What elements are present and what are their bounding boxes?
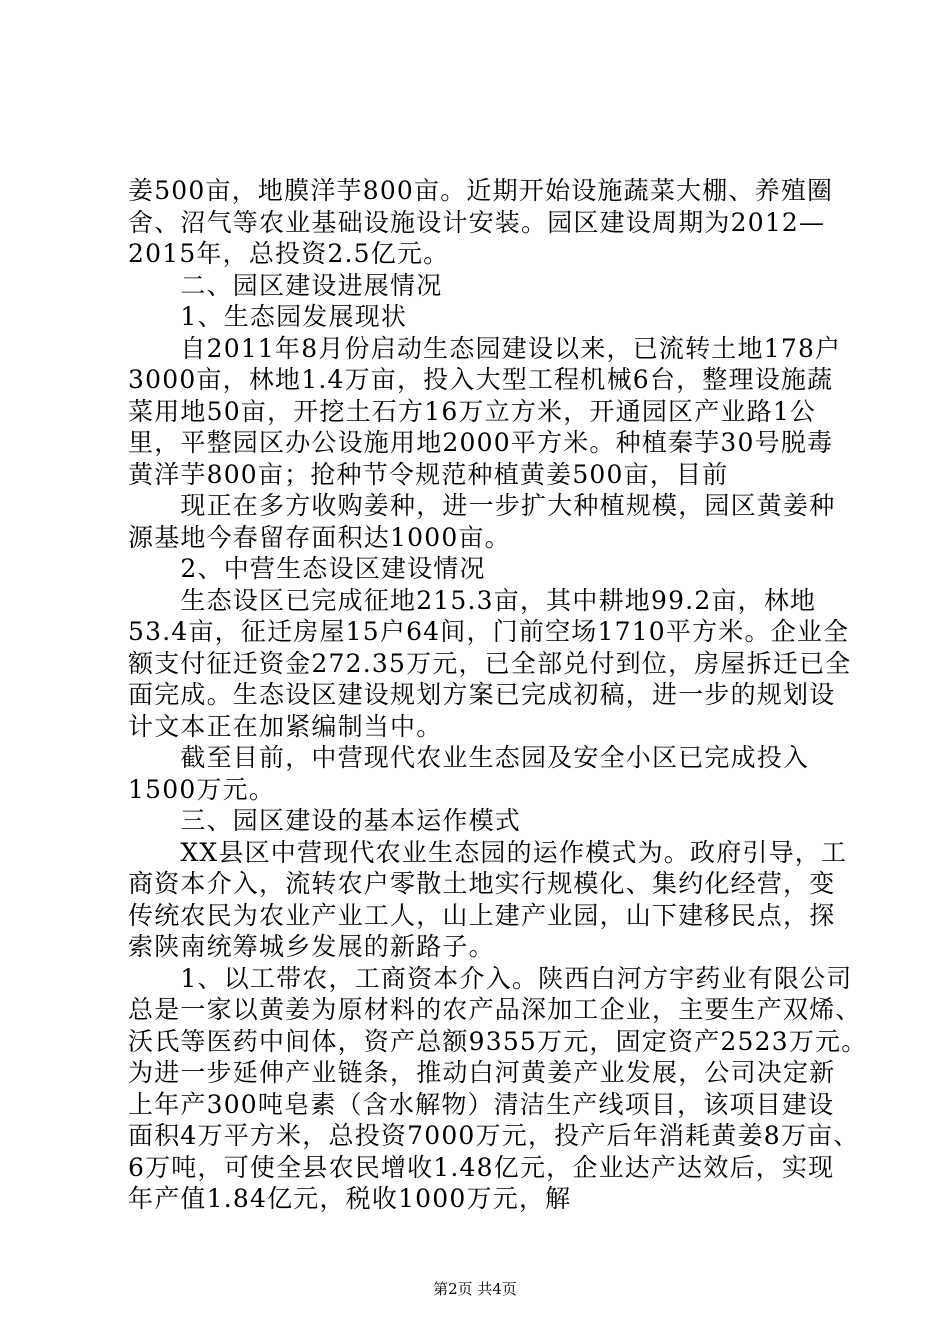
text-line: 年产值1.84亿元，税收1000万元，解 <box>128 1184 572 1213</box>
page-footer <box>0 1279 950 1299</box>
text-line: 计文本正在加紧编制当中。 <box>128 711 443 741</box>
subsection-heading: 2、中营生态设区建设情况 <box>128 554 486 583</box>
text-line: 截至目前，中营现代农业生态园及安全小区已完成投入 <box>128 743 810 772</box>
text-line: 上年产300吨皂素（含水解物）清洁生产线项目，该项目建设 <box>128 1089 835 1119</box>
text-line: 2015年，总投资2.5亿元。 <box>128 239 450 268</box>
text-line: 1500万元。 <box>128 774 276 804</box>
text-line: 索陕南统筹城乡发展的新路子。 <box>128 932 495 961</box>
text-line: 额支付征迁资金272.35万元，已全部兑付到位，房屋拆迁已全 <box>128 648 852 678</box>
document-body <box>128 175 868 1215</box>
text-line: 面完成。生态设区建设规划方案已完成初稿，进一步的规划设 <box>128 680 836 709</box>
text-line: 舍、沼气等农业基础设施设计安装。园区建设周期为2012— <box>128 207 826 237</box>
section-heading: 三、园区建设的基本运作模式 <box>128 806 522 835</box>
text-line: 总是一家以黄姜为原材料的农产品深加工企业，主要生产双烯、 <box>128 995 862 1024</box>
page-number: 第2页 <box>433 1280 473 1298</box>
text-line: 生态设区已完成征地215.3亩，其中耕地99.2亩，林地 <box>128 585 817 615</box>
text-line: 菜用地50亩，开挖土石方16万立方米，开通园区产业路1公 <box>128 396 817 426</box>
text-line: 为进一步延伸产业链条，推动白河黄姜产业发展，公司决定新 <box>128 1058 836 1087</box>
text-line: XX县区中营现代农业生态园的运作模式为。政府引导，工 <box>128 837 848 867</box>
total-pages: 共4页 <box>477 1280 517 1298</box>
text-line: 里，平整园区办公设施用地2000平方米。种植秦芋30号脱毒 <box>128 428 834 457</box>
text-line: 面积4万平方米，总投资7000万元，投产后年消耗黄姜8万亩、 <box>128 1121 860 1150</box>
text-line: 传统农民为农业产业工人，山上建产业园，山下建移民点，探 <box>128 900 836 930</box>
text-line: 3000亩，林地1.4万亩，投入大型工程机械6台，整理设施蔬 <box>128 365 834 394</box>
text-line: 黄洋芋800亩；抢种节令规范种植黄姜500亩，目前 <box>128 459 729 489</box>
text-line: 1、以工带农，工商资本介入。陕西白河方宇药业有限公司 <box>128 963 853 993</box>
text-line: 53.4亩，征迁房屋15户64间，门前空场1710平方米。企业全 <box>128 617 850 646</box>
section-heading: 二、园区建设进展情况 <box>128 270 443 300</box>
text-line: 商资本介入，流转农户零散土地实行规模化、集约化经营，变 <box>128 869 836 898</box>
text-line: 源基地今春留存面积达1000亩。 <box>128 522 511 552</box>
text-line: 姜500亩，地膜洋芋800亩。近期开始设施蔬菜大棚、养殖圈 <box>128 176 834 205</box>
text-line: 自2011年8月份启动生态园建设以来，已流转土地178户 <box>128 333 842 363</box>
subsection-heading: 1、生态园发展现状 <box>128 302 408 331</box>
text-line: 沃氏等医药中间体，资产总额9355万元，固定资产2523万元。 <box>128 1026 868 1056</box>
text-line: 现正在多方收购姜种，进一步扩大种植规模，园区黄姜种 <box>128 491 836 520</box>
text-line: 6万吨，可使全县农民增收1.48亿元，企业达产达效后，实现 <box>128 1152 835 1182</box>
